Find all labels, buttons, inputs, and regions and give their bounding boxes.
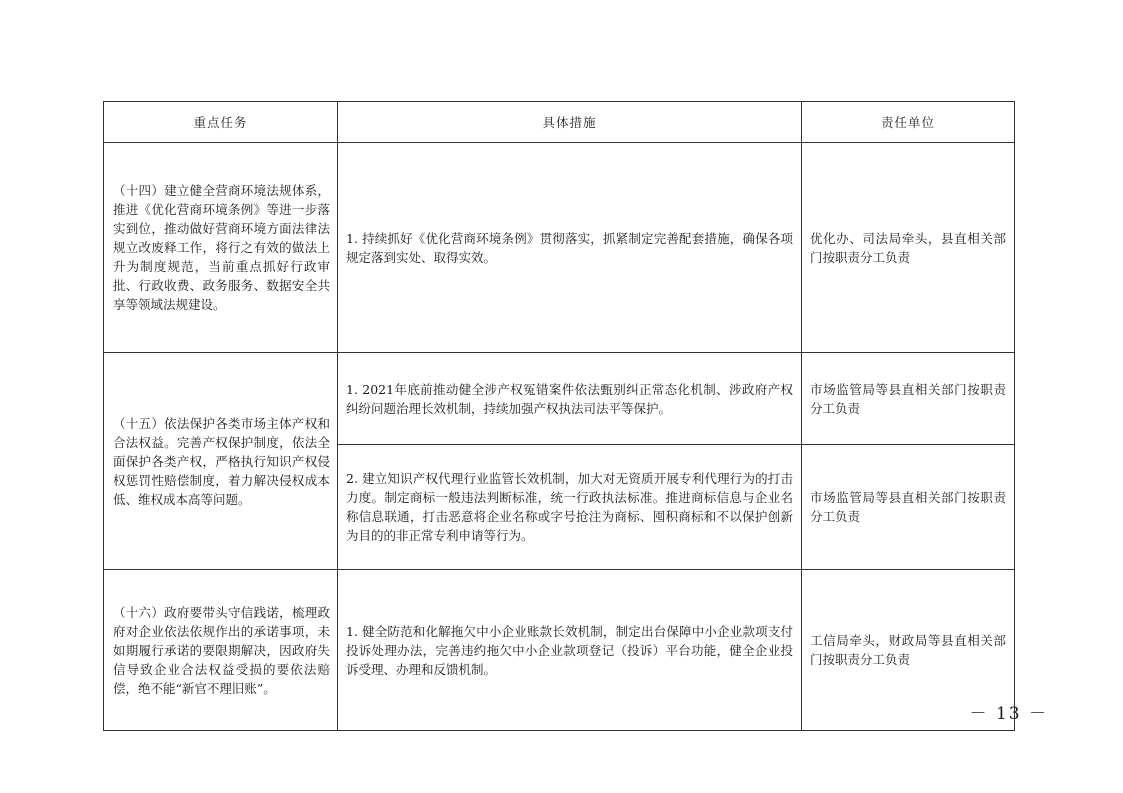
task-cell — [104, 353, 338, 570]
unit-cell — [802, 445, 1015, 570]
measure-cell — [338, 570, 802, 731]
unit-text: 市场监管局等县直相关部门按职责分工负责 — [810, 381, 1006, 416]
unit-text: 市场监管局等县直相关部门按职责分工负责 — [810, 490, 1006, 524]
table-row — [104, 143, 1015, 353]
measure-cell — [338, 143, 802, 353]
measure-text: 2. 建立知识产权代理行业监管长效机制，加大对无资质开展专利代理行为的打击力度。制定商标一般违法判断标准，统一行政执法标准。推进商标信息与企业名称信息联通，打击恶意将企业名称或字号抢注为商标、囤积商标和不以保护创新为目的的非正常专利申请等行为。 — [346, 471, 793, 543]
unit-cell — [802, 353, 1015, 445]
task-text: （十六）政府要带头守信践诺，梳理政府对企业依法依规作出的承诺事项，未如期履行承诺的要限期解决，因政府失信导致企业合法权益受损的要依法赔偿，绝不能“新官不理旧账”。 — [113, 604, 330, 696]
measure-text: 1. 2021年底前推动健全涉产权冤错案件依法甄别纠正常态化机制、涉政府产权纠纷问题治理长效机制，持续加强产权执法司法平等保护。 — [346, 381, 793, 416]
header-responsible-unit: 责任单位 — [802, 102, 1015, 143]
measure-cell — [338, 445, 802, 570]
task-text: （十五）依法保护各类市场主体产权和合法权益。完善产权保护制度，依法全面保护各类产权，严格执行知识产权侵权惩罚性赔偿制度，着力解决侵权成本低、维权成本高等问题。 — [113, 415, 330, 507]
task-cell — [104, 570, 338, 731]
unit-text: 工信局牵头，财政局等县直相关部门按职责分工负责 — [810, 633, 1006, 667]
header-key-task: 重点任务 — [104, 102, 338, 143]
page-number: － 13 － — [969, 704, 1048, 724]
unit-cell — [802, 143, 1015, 353]
measure-text: 1. 持续抓好《优化营商环境条例》贯彻落实，抓紧制定完善配套措施，确保各项规定落到实处、取得实效。 — [346, 230, 793, 265]
task-table — [103, 101, 1015, 731]
task-cell — [104, 143, 338, 353]
measure-cell — [338, 353, 802, 445]
table-header-row — [104, 102, 1015, 143]
table-row — [104, 353, 1015, 445]
measure-text: 1. 健全防范和化解拖欠中小企业账款长效机制，制定出台保障中小企业款项支付投诉处理办法，完善违约拖欠中小企业款项登记（投诉）平台功能，健全企业投诉受理、办理和反馈机制。 — [346, 623, 793, 677]
unit-text: 优化办、司法局牵头，县直相关部门按职责分工负责 — [810, 230, 1006, 265]
task-text: （十四）建立健全营商环境法规体系，推进《优化营商环境条例》等进一步落实到位，推动做好营商环境方面法律法规立改废释工作，将行之有效的做法上升为制度规范，当前重点抓好行政审批、行政收费、政务服务、数据安全共享等领域法规建设。 — [113, 183, 330, 312]
table-row — [104, 570, 1015, 731]
header-measures: 具体措施 — [338, 102, 802, 143]
